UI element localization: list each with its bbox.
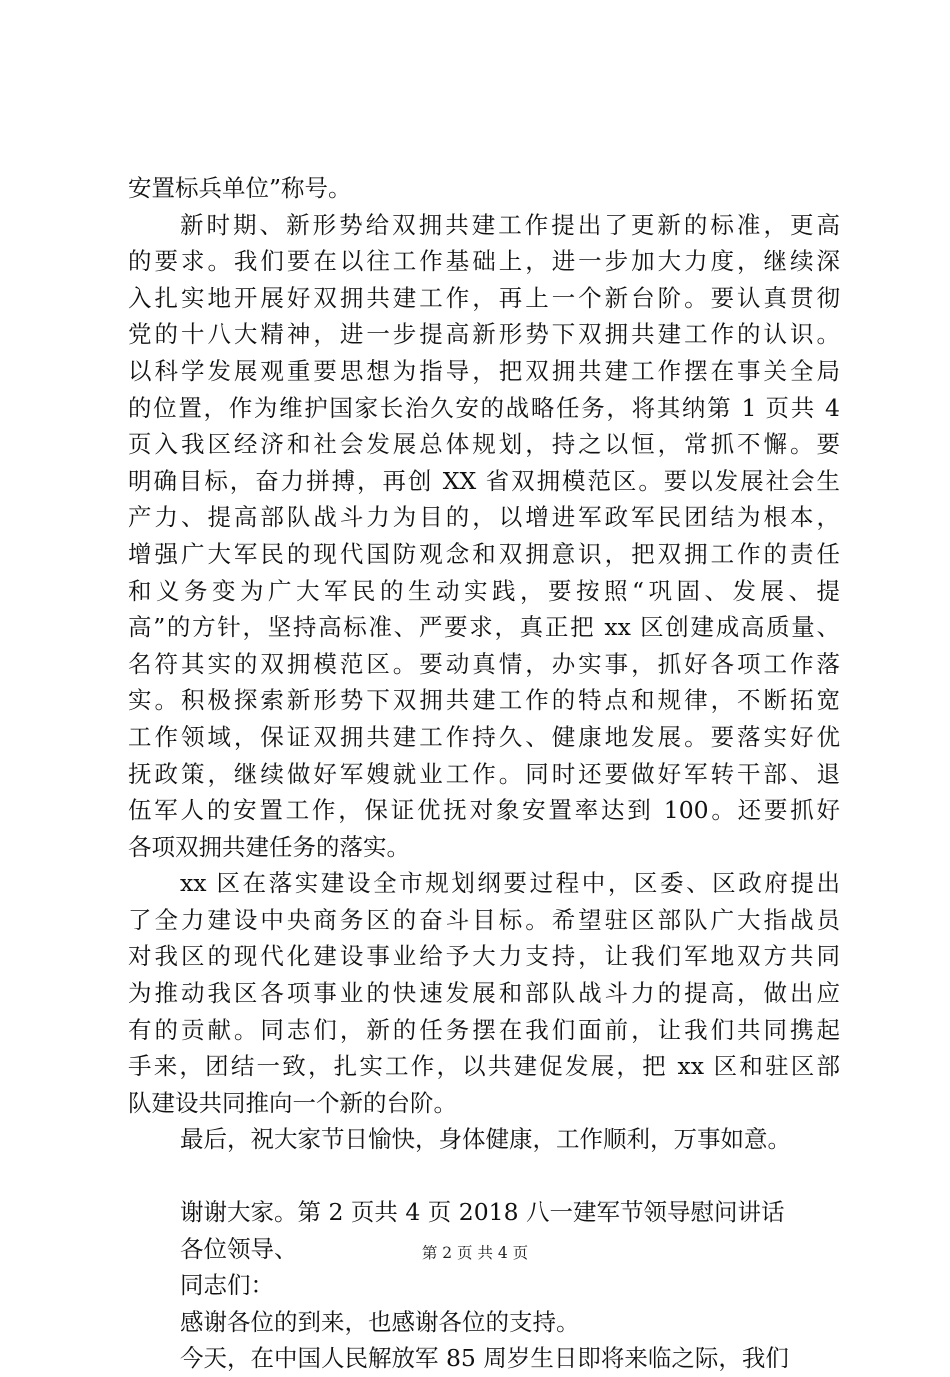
paragraph: [128, 1121, 840, 1158]
text-line: 各项双拥共建任务的落实。: [128, 832, 410, 861]
text-line: 为推动我区各项事业的快速发展和部队战斗力的提高，做出应: [128, 979, 840, 1008]
text-line: 最后，祝大家节日愉快，身体健康，工作顺利，万事如意。: [180, 1125, 791, 1154]
text-line: 明确目标，奋力拼搏，再创 XX 省双拥模范区。要以发展社会生: [128, 466, 840, 495]
text-line: 工作领域，保证双拥共建工作持久、健康地发展。要落实好优: [128, 722, 840, 751]
text-line: 各位领导、: [180, 1234, 298, 1263]
text-line: 伍军人的安置工作，保证优抚对象安置率达到 100。还要抓好: [128, 796, 840, 825]
text-line: xx 区在落实建设全市规划纲要过程中，区委、区政府提出: [180, 869, 840, 898]
text-line: 的位置，作为维护国家长治久安的战略任务，将其纳第 1 页共 4: [128, 393, 840, 422]
text-line: 有的贡献。同志们，新的任务摆在我们面前，让我们共同携起: [128, 1015, 840, 1044]
text-line: 页入我区经济和社会发展总体规划，持之以恒，常抓不懈。要: [128, 430, 840, 459]
paragraph: [128, 207, 840, 866]
text-line: 感谢各位的到来，也感谢各位的支持。: [180, 1307, 580, 1336]
text-line: 名符其实的双拥模范区。要动真情，办实事，抓好各项工作落: [128, 649, 840, 678]
paragraph: [128, 865, 840, 1121]
text-line: 谢谢大家。第 2 页共 4 页 2018 八一建军节领导慰问讲话: [180, 1198, 785, 1227]
text-line: 以科学发展观重要思想为指导，把双拥共建工作摆在事关全局: [128, 356, 840, 385]
paragraph: [128, 1304, 840, 1341]
document-body: [128, 170, 840, 1377]
text-line: 实。积极探索新形势下双拥共建工作的特点和规律，不断拓宽: [128, 686, 840, 715]
paragraph-gap: [128, 1158, 840, 1194]
text-line: 增强广大军民的现代国防观念和双拥意识，把双拥工作的责任: [128, 539, 840, 568]
text-line: 安置标兵单位”称号。: [128, 174, 352, 202]
paragraph: [128, 1194, 840, 1231]
text-line: 和义务变为广大军民的生动实践，要按照“巩固、发展、提: [128, 576, 840, 605]
text-line: 的要求。我们要在以往工作基础上，进一步加大力度，继续深: [128, 247, 840, 276]
text-line: 入扎实地开展好双拥共建工作，再上一个新台阶。要认真贯彻: [128, 283, 840, 312]
text-line: 对我区的现代化建设事业给予大力支持，让我们军地双方共同: [128, 942, 840, 971]
text-line: 了全力建设中央商务区的奋斗目标。希望驻区部队广大指战员: [128, 905, 840, 934]
text-line: 抚政策，继续做好军嫂就业工作。同时还要做好军转干部、退: [128, 759, 840, 788]
text-line: 今天，在中国人民解放军 85 周岁生日即将来临之际，我们: [180, 1344, 789, 1373]
paragraph: [128, 170, 840, 207]
text-line: 党的十八大精神，进一步提高新形势下双拥共建工作的认识。: [128, 320, 840, 349]
text-line: 新时期、新形势给双拥共建工作提出了更新的标准，更高: [180, 210, 840, 239]
text-line: 产力、提高部队战斗力为目的，以增进军政军民团结为根本，: [128, 503, 840, 532]
paragraph: [128, 1267, 840, 1304]
text-line: 同志们：: [180, 1271, 274, 1300]
text-line: 队建设共同推向一个新的台阶。: [128, 1088, 457, 1117]
paragraph: [128, 1340, 840, 1377]
text-line: 高”的方针，坚持高标准、严要求，真正把 xx 区创建成高质量、: [128, 613, 840, 642]
page-footer: 第 2 页 共 4 页: [421, 1244, 529, 1262]
text-line: 手来，团结一致，扎实工作，以共建促发展，把 xx 区和驻区部: [128, 1052, 840, 1081]
